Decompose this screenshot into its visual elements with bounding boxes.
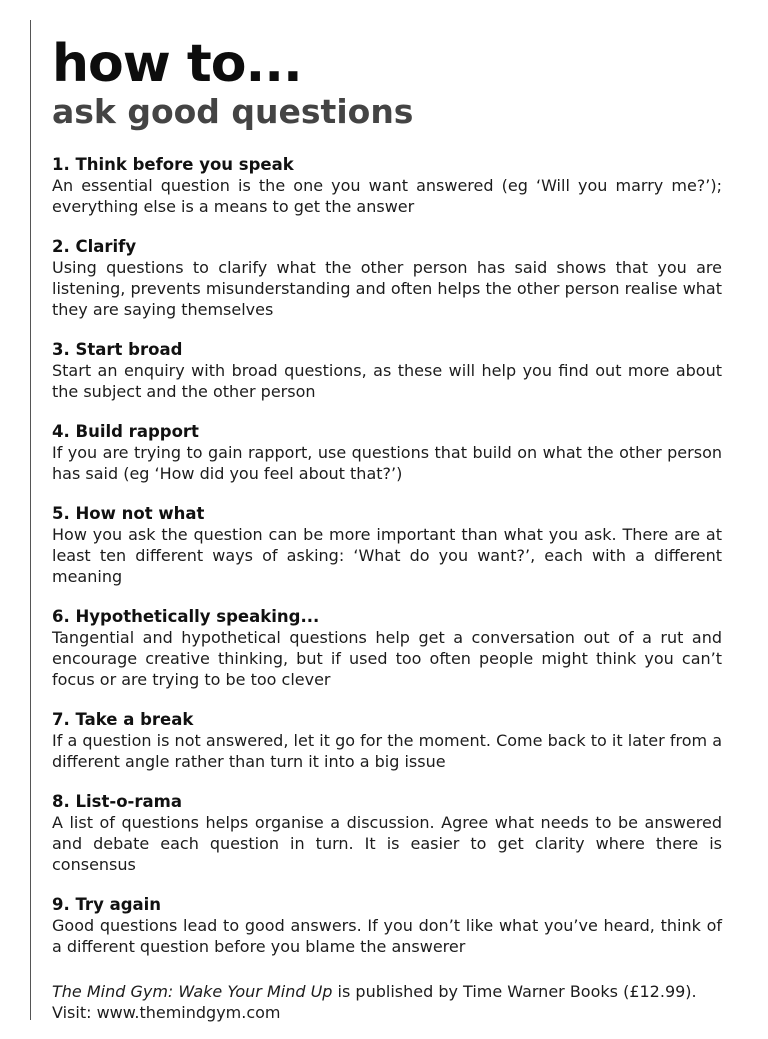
- article: [52, 36, 722, 1039]
- page-title: how to...: [52, 34, 302, 94]
- tip-body: Tangential and hypothetical questions help get a conversation out of a rut and encourage creative thinking, but if used too often people might think you can’t focus or are trying to be too clever: [52, 628, 722, 689]
- tip-body: An essential question is the one you want answered (eg ‘Will you marry me?’); everything else is a means to get the answer: [52, 176, 722, 216]
- tip-heading: 1. Think before you speak: [52, 155, 294, 174]
- tip-9: [52, 894, 722, 957]
- publication-credit: [52, 981, 722, 1023]
- tip-1: [52, 154, 722, 217]
- tip-heading: 4. Build rapport: [52, 422, 199, 441]
- tip-body: A list of questions helps organise a discussion. Agree what needs to be answered and debate each question in turn. It is easier to get clarity where there is consensus: [52, 813, 722, 874]
- tip-heading: 7. Take a break: [52, 710, 194, 729]
- tip-heading: 6. Hypothetically speaking...: [52, 607, 320, 626]
- tip-body: Good questions lead to good answers. If you don’t like what you’ve heard, think of a different question before you blame the answerer: [52, 916, 722, 956]
- tip-body: How you ask the question can be more important than what you ask. There are at least ten different ways of asking: ‘What do you want?’, each with a different meaning: [52, 525, 722, 586]
- tip-heading: 2. Clarify: [52, 237, 137, 256]
- tip-5: [52, 503, 722, 587]
- tip-heading: 3. Start broad: [52, 340, 183, 359]
- tip-8: [52, 791, 722, 875]
- tip-heading: 5. How not what: [52, 504, 205, 523]
- tip-2: [52, 236, 722, 320]
- tip-heading: 9. Try again: [52, 895, 162, 914]
- tip-body: Start an enquiry with broad questions, as these will help you find out more about the subject and the other person: [52, 361, 722, 401]
- tip-6: [52, 606, 722, 690]
- tip-7: [52, 709, 722, 772]
- tip-body: If a question is not answered, let it go for the moment. Come back to it later from a different angle rather than turn it into a big issue: [52, 731, 722, 771]
- tip-body: Using questions to clarify what the other person has said shows that you are listening, prevents misunderstanding and often helps the other person realise what they are saying themselves: [52, 258, 722, 319]
- tip-heading: 8. List-o-rama: [52, 792, 183, 811]
- book-title: The Mind Gym: Wake Your Mind Up: [52, 982, 333, 1001]
- page-subtitle: ask good questions: [52, 92, 414, 131]
- tip-body: If you are trying to gain rapport, use questions that build on what the other person has said (eg ‘How did you feel about that?’): [52, 443, 722, 483]
- margin-rule: [30, 20, 31, 1020]
- tip-4: [52, 421, 722, 484]
- publication-details: is published by Time Warner Books (£12.99). Visit: www.themindgym.com: [52, 982, 697, 1022]
- tip-3: [52, 339, 722, 402]
